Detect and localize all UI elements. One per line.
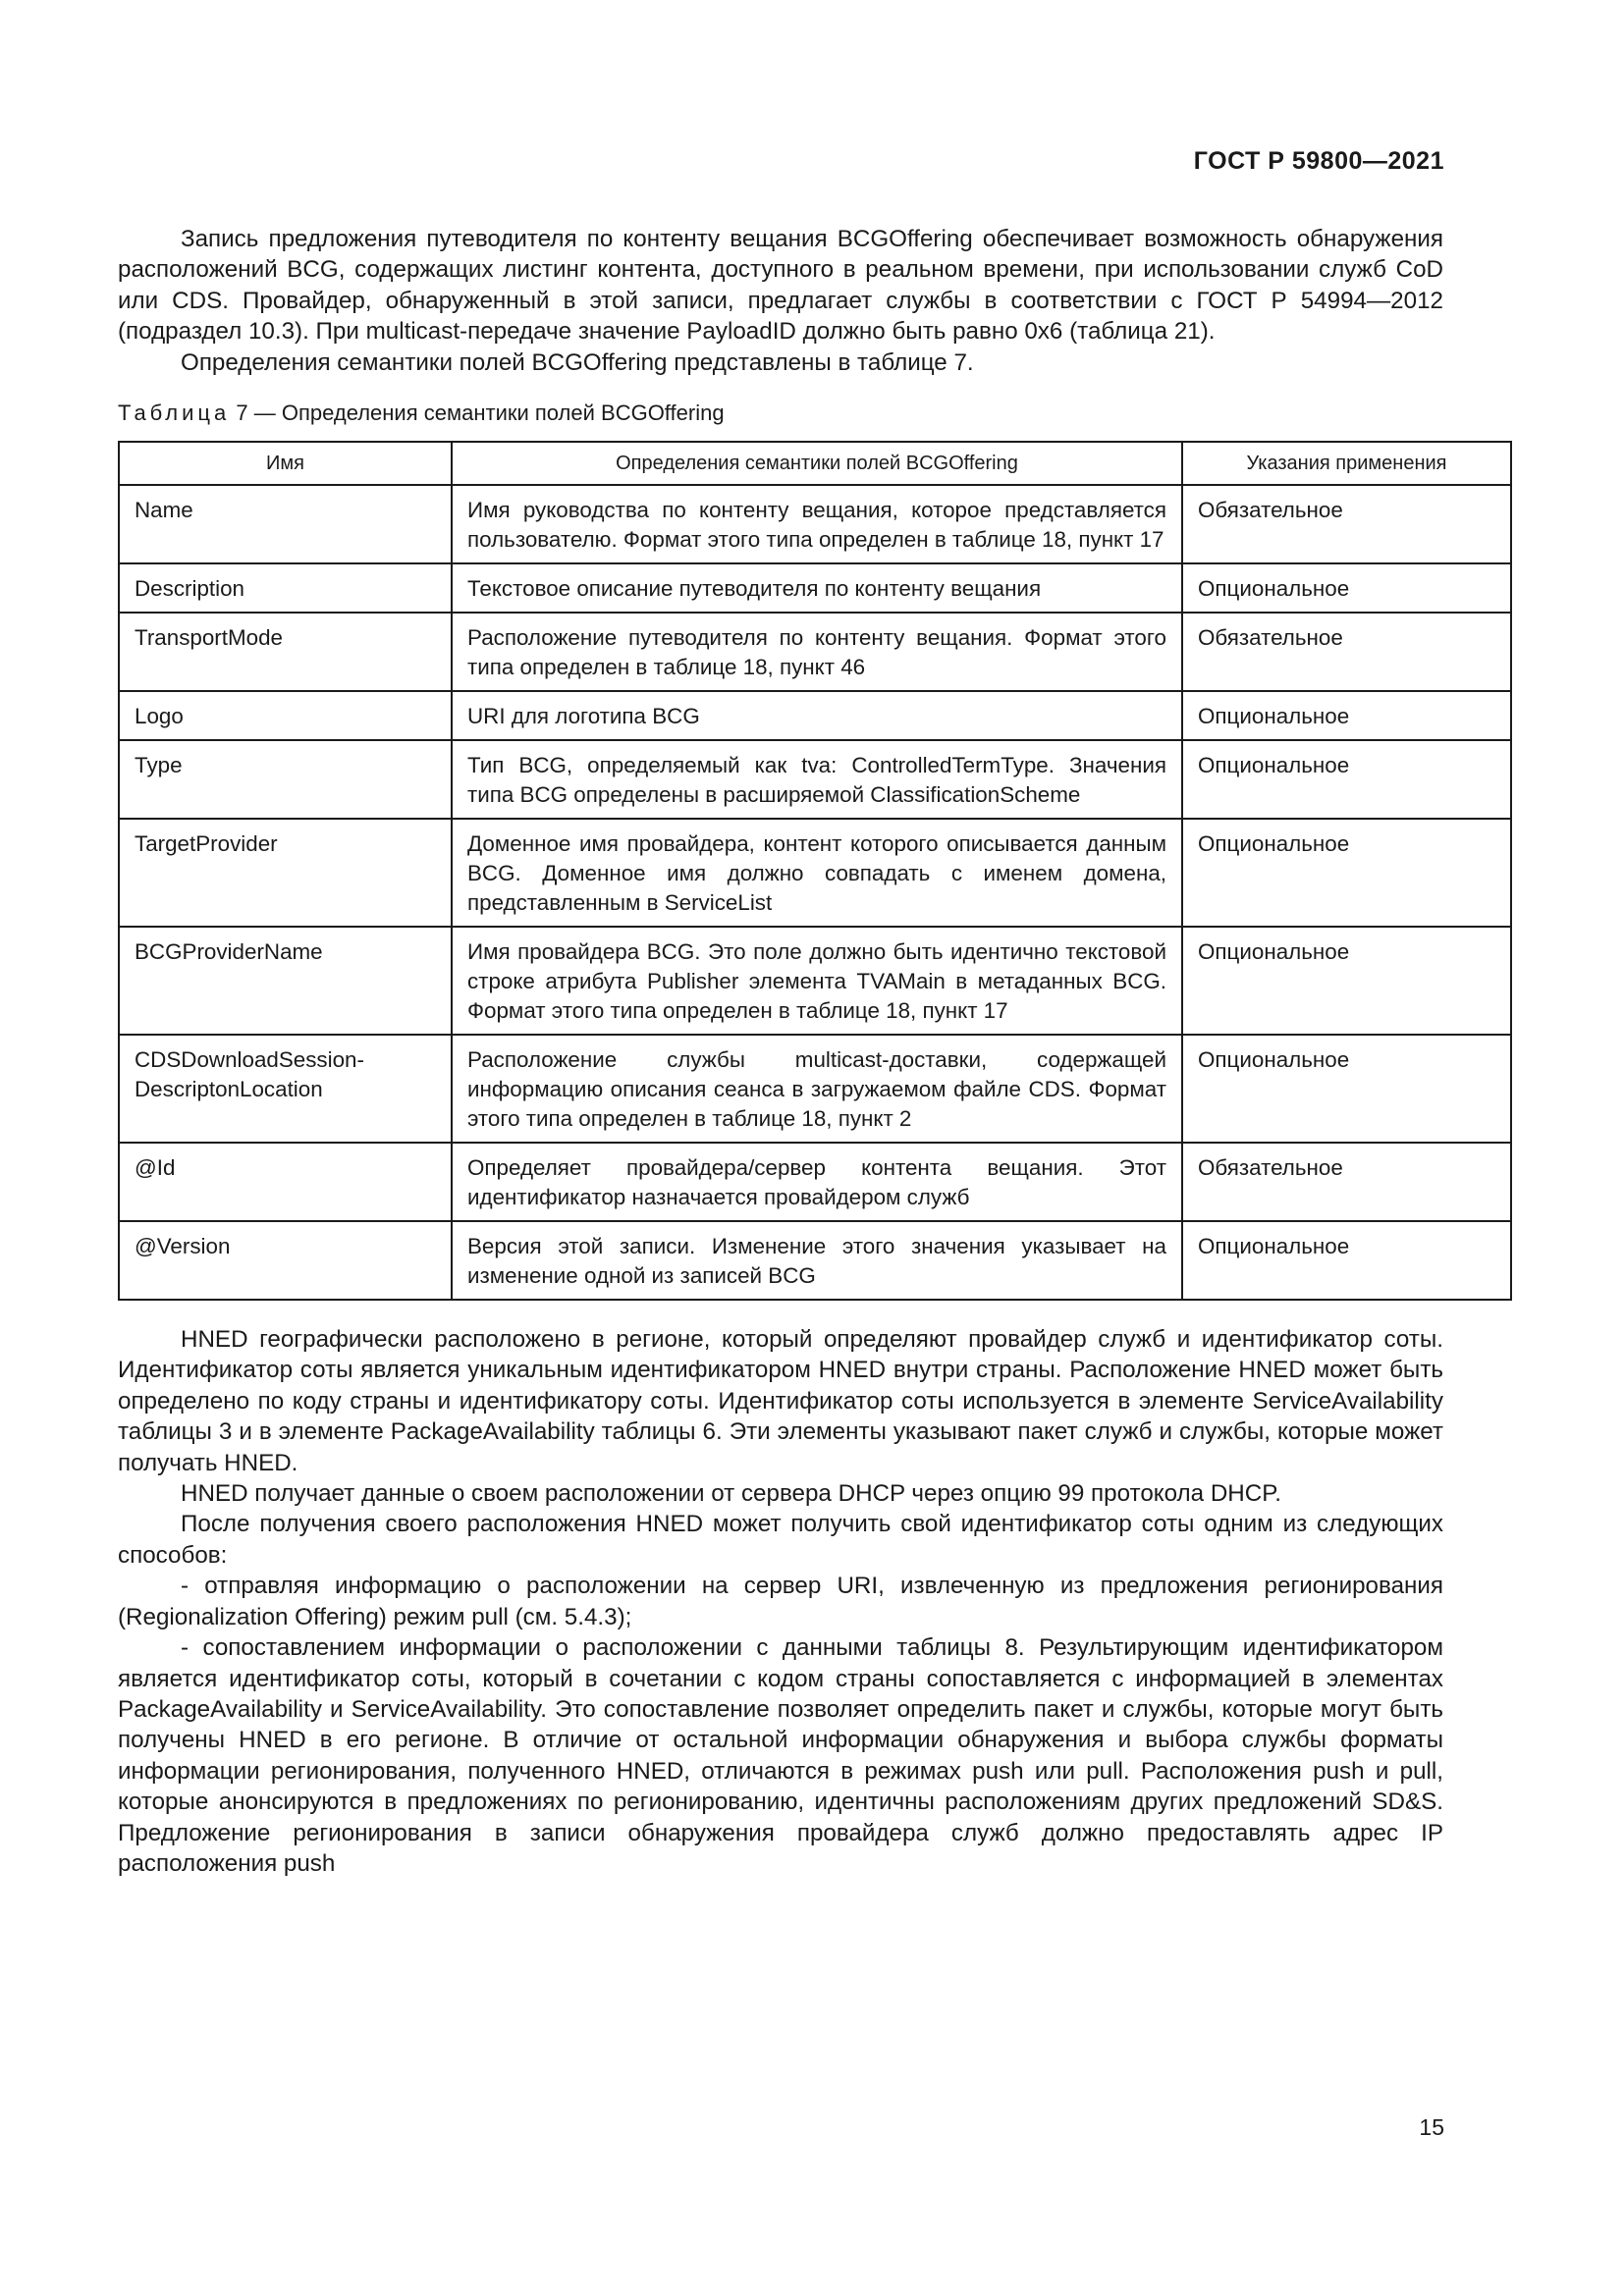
field-name-cell: BCGProviderName	[119, 927, 452, 1035]
field-usage-cell: Опциональное	[1182, 691, 1511, 740]
field-usage-cell: Опциональное	[1182, 1221, 1511, 1300]
field-definition-cell: URI для логотипа BCG	[452, 691, 1182, 740]
field-usage-cell: Опциональное	[1182, 927, 1511, 1035]
table-header-row	[119, 442, 1511, 485]
field-name-cell: Description	[119, 563, 452, 613]
body-paragraph: HNED получает данные о своем расположении от сервера DHCP через опцию 99 протокола DHCP.	[181, 1480, 1281, 1508]
field-name-cell: TargetProvider	[119, 819, 452, 927]
table-row	[119, 740, 1511, 819]
field-definition-cell: Имя руководства по контенту вещания, которое представляется пользователю. Формат этого типа определен в таблице 18, пункт 17	[452, 485, 1182, 563]
body-paragraph: - отправляя информацию о расположении на сервер URI, извлеченную из предложения регионирования (Regionalization Offering) режим pull (см. 5.4.3);	[118, 1573, 1443, 1630]
body-paragraph: - сопоставлением информации о расположении с данными таблицы 8. Результирующим идентификатором является идентификатор соты, который в сочетании с кодом страны сопоставляется с информацией в элементах PackageAvailability и ServiceAvailability. Это сопоставление позволяет определить пакет и службы, которые могут быть получены HNED в его регионе. В отличие от остальной информации обнаружения и выбора службы форматы информации регионирования, полученного HNED, отличаются в режимах push или pull. Расположения push и pull, которые анонсируются в предложениях по регионированию, идентичны расположениям других предложений SD&S. Предложение регионирования в записи обнаружения провайдера служб должно предоставлять адрес IP расположения push	[118, 1634, 1443, 1877]
table-row	[119, 1143, 1511, 1221]
field-name-cell: Name	[119, 485, 452, 563]
table-row	[119, 563, 1511, 613]
field-usage-cell: Опциональное	[1182, 819, 1511, 927]
field-name-cell: @Version	[119, 1221, 452, 1300]
table-row	[119, 691, 1511, 740]
table-caption	[118, 400, 1443, 427]
field-definition-cell: Версия этой записи. Изменение этого значения указывает на изменение одной из записей BCG	[452, 1221, 1182, 1300]
table-row	[119, 1035, 1511, 1143]
field-definition-cell: Расположение путеводителя по контенту вещания. Формат этого типа определен в таблице 18, пункт 46	[452, 613, 1182, 691]
column-header-definition: Определения семантики полей BCGOffering	[452, 442, 1182, 485]
body-paragraph: После получения своего расположения HNED может получить свой идентификатор соты одним из следующих способов:	[118, 1511, 1443, 1569]
field-usage-cell: Опциональное	[1182, 740, 1511, 819]
page-number: 15	[1419, 2114, 1444, 2140]
table-caption-text: 7 — Определения семантики полей BCGOffering	[236, 400, 725, 426]
field-definition-cell: Определяет провайдера/сервер контента вещания. Этот идентификатор назначается провайдером служб	[452, 1143, 1182, 1221]
table-row	[119, 1221, 1511, 1300]
table-row	[119, 613, 1511, 691]
column-header-usage: Указания применения	[1182, 442, 1511, 485]
column-header-name: Имя	[119, 442, 452, 485]
field-definition-cell: Расположение службы multicast-доставки, содержащей информацию описания сеанса в загружаемом файле CDS. Формат этого типа определен в таблице 18, пункт 2	[452, 1035, 1182, 1143]
field-name-cell: Type	[119, 740, 452, 819]
intro-paragraph: Определения семантики полей BCGOffering представлены в таблице 7.	[181, 348, 974, 376]
field-name-cell: TransportMode	[119, 613, 452, 691]
table-row	[119, 819, 1511, 927]
table-row	[119, 485, 1511, 563]
field-definition-cell: Тип BCG, определяемый как tva: ControlledTermType. Значения типа BCG определены в расширяемой ClassificationScheme	[452, 740, 1182, 819]
field-usage-cell: Обязательное	[1182, 485, 1511, 563]
field-usage-cell: Обязательное	[1182, 613, 1511, 691]
field-name-cell: Logo	[119, 691, 452, 740]
field-name-cell: @Id	[119, 1143, 452, 1221]
field-definition-cell: Имя провайдера BCG. Это поле должно быть идентично текстовой строке атрибута Publisher элемента TVAMain в метаданных BCG. Формат этого типа определен в таблице 18, пункт 17	[452, 927, 1182, 1035]
body-paragraph: HNED географически расположено в регионе, который определяют провайдер служб и идентификатор соты. Идентификатор соты является уникальным идентификатором HNED внутри страны. Расположение HNED может быть определено по коду страны и идентификатору соты. Идентификатор соты используется в элементе ServiceAvailability таблицы 3 и в элементе PackageAvailability таблицы 6. Эти элементы указывают пакет служб и службы, которые может получать HNED.	[118, 1326, 1443, 1476]
page-content	[118, 224, 1447, 1879]
field-usage-cell: Опциональное	[1182, 1035, 1511, 1143]
field-definition-cell: Доменное имя провайдера, контент которого описывается данным BCG. Доменное имя должно совпадать с именем домена, представленным в ServiceList	[452, 819, 1182, 927]
semantics-table	[118, 441, 1512, 1301]
field-definition-cell: Текстовое описание путеводителя по контенту вещания	[452, 563, 1182, 613]
field-usage-cell: Обязательное	[1182, 1143, 1511, 1221]
standard-header: ГОСТ Р 59800—2021	[1193, 147, 1444, 175]
table-row	[119, 927, 1511, 1035]
intro-paragraph: Запись предложения путеводителя по контенту вещания BCGOffering обеспечивает возможность обнаружения расположений BCG, содержащих листинг контента, доступного в реальном времени, при использовании служб CoD или CDS. Провайдер, обнаруженный в этой записи, предлагает службы в соответствии с ГОСТ Р 54994—2012 (подраздел 10.3). При multicast-передаче значение PayloadID должно быть равно 0x6 (таблица 21).	[118, 226, 1443, 346]
field-name-cell: CDSDownloadSession-DescriptonLocation	[119, 1035, 452, 1143]
table-caption-word: Таблица	[118, 400, 231, 426]
field-usage-cell: Опциональное	[1182, 563, 1511, 613]
